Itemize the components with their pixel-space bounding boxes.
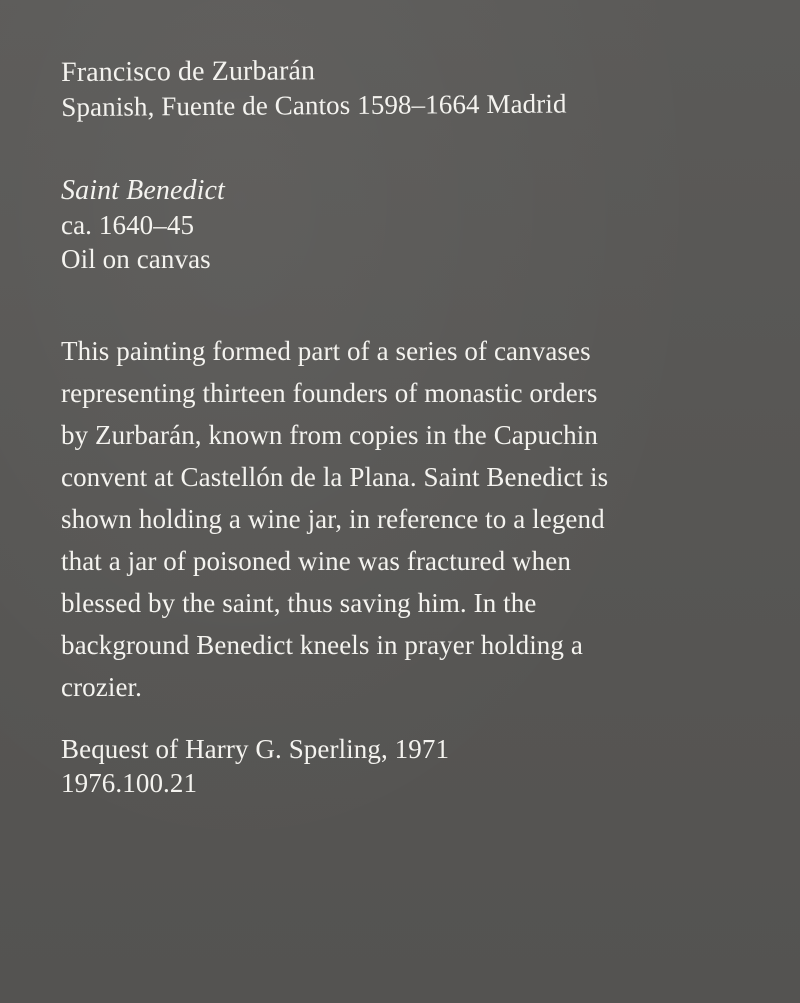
artwork-medium: Oil on canvas [61,244,211,274]
description-paragraph [61,330,761,708]
artist-section [61,51,761,124]
description-line: representing thirteen founders of monastic orders [61,378,598,408]
artist-name: Francisco de Zurbarán [61,55,316,88]
description-line: This painting formed part of a series of canvases [61,336,591,366]
accession-number: 1976.100.21 [61,768,198,798]
description-line: shown holding a wine jar, in reference to a legend [61,504,605,534]
description-line: background Benedict kneels in prayer holding a [61,630,583,660]
description-line: blessed by the saint, thus saving him. In the [61,588,537,618]
work-section [61,174,761,276]
description-line: that a jar of poisoned wine was fractured when [61,546,571,576]
description-line: convent at Castellón de la Plana. Saint Benedict is [61,462,609,492]
artist-details: Spanish, Fuente de Cantos 1598–1664 Madrid [61,88,567,122]
artwork-title: Saint Benedict [61,175,225,206]
credit-section [61,732,761,800]
description-line: by Zurbarán, known from copies in the Capuchin [61,420,598,450]
artwork-date: ca. 1640–45 [61,210,195,240]
description-line: crozier. [61,672,142,702]
credit-line: Bequest of Harry G. Sperling, 1971 [61,734,450,764]
